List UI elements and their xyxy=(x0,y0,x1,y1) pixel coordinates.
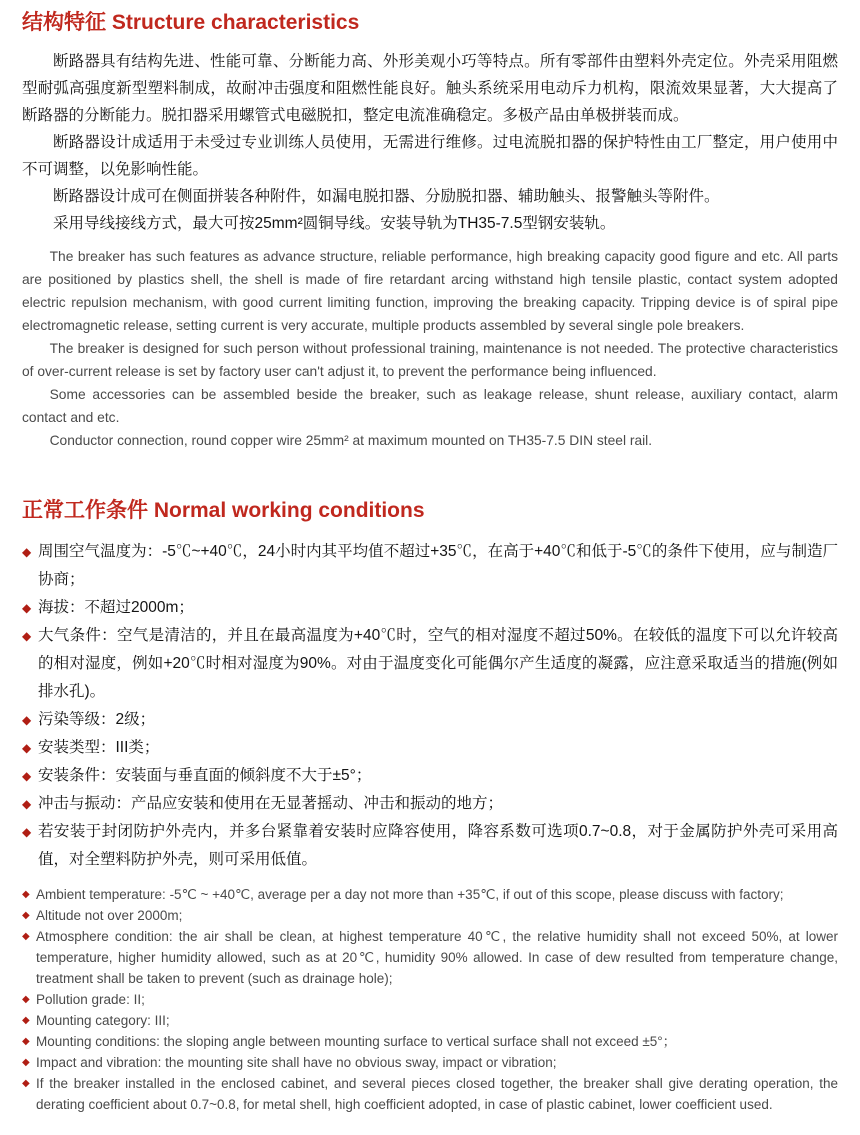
bullet-text: Altitude not over 2000m; xyxy=(36,908,183,923)
bullet-text: 污染等级：2级； xyxy=(38,711,156,728)
en-condition-bullet xyxy=(22,1073,838,1115)
cn-condition-bullet xyxy=(22,538,838,594)
diamond-bullet-icon: ◆ xyxy=(22,1015,30,1026)
cn-paragraph: 断路器设计成适用于未受过专业训练人员使用，无需进行维修。过电流脱扣器的保护特性由工厂整定，用户使用中不可调整，以免影响性能。 xyxy=(22,134,838,178)
bullet-text: 冲击与振动：产品应安装和使用在无显著摇动、冲击和振动的地方； xyxy=(38,795,504,812)
diamond-bullet-icon: ◆ xyxy=(22,1036,30,1047)
conditions-cn-bullet-list xyxy=(22,538,838,874)
diamond-bullet-icon: ◆ xyxy=(22,741,32,755)
diamond-bullet-icon: ◆ xyxy=(22,797,32,811)
en-paragraph: Some accessories can be assembled beside the breaker, such as leakage release, shunt release, auxiliary contact, alarm contact and etc. xyxy=(22,387,838,425)
diamond-bullet-icon: ◆ xyxy=(22,910,30,921)
bullet-text: 若安装于封闭防护外壳内，并多台紧靠着安装时应降容使用，降容系数可选项0.7~0.8，对于金属防护外壳可采用高值，对全塑料防护外壳，则可采用低值。 xyxy=(38,823,838,868)
en-condition-bullet xyxy=(22,926,838,989)
diamond-bullet-icon: ◆ xyxy=(22,889,30,900)
en-condition-bullet xyxy=(22,1052,838,1073)
cn-condition-bullet xyxy=(22,762,838,790)
bullet-text: 大气条件：空气是清洁的，并且在最高温度为+40℃时，空气的相对湿度不超过50%。在较低的温度下可以允许较高的相对湿度，例如+20℃时相对湿度为90%。对由于温度变化可能偶尔产生适度的凝露，应注意采取适当的措施(例如排水孔)。 xyxy=(38,627,838,700)
cn-condition-bullet xyxy=(22,706,838,734)
diamond-bullet-icon: ◆ xyxy=(22,601,32,615)
en-paragraph: Conductor connection, round copper wire 25mm² at maximum mounted on TH35-7.5 DIN steel rail. xyxy=(49,433,653,448)
bullet-text: 海拔：不超过2000m； xyxy=(38,599,194,616)
diamond-bullet-icon: ◆ xyxy=(22,994,30,1005)
cn-condition-bullet xyxy=(22,622,838,706)
bullet-text: Mounting conditions: the sloping angle between mounting surface to vertical surface shall not exceed ±5°； xyxy=(36,1034,677,1049)
conditions-en-bullet-list xyxy=(22,884,838,1115)
cn-paragraph: 断路器具有结构先进、性能可靠、分断能力高、外形美观小巧等特点。所有零部件由塑料外壳定位。外壳采用阻燃型耐弧高强度新型塑料制成，故耐冲击强度和阻燃性能良好。触头系统采用电动斥力机构，限流效果显著，大大提高了断路器的分断能力。脱扣器采用螺管式电磁脱扣，整定电流准确稳定。多极产品由单极拼装而成。 xyxy=(22,53,838,124)
diamond-bullet-icon: ◆ xyxy=(22,713,32,727)
normal-working-conditions-title: 正常工作条件 Normal working conditions xyxy=(22,499,425,522)
en-condition-bullet xyxy=(22,884,838,905)
bullet-text: 安装条件：安装面与垂直面的倾斜度不大于±5°； xyxy=(38,767,372,784)
structure-cn-paragraphs xyxy=(22,48,838,237)
en-condition-bullet xyxy=(22,1010,838,1031)
bullet-text: Impact and vibration: the mounting site shall have no obvious sway, impact or vibration; xyxy=(36,1055,557,1070)
structure-en-paragraphs xyxy=(22,245,838,452)
bullet-text: Pollution grade: II; xyxy=(36,992,145,1007)
normal-working-conditions-section xyxy=(22,498,838,1115)
diamond-bullet-icon: ◆ xyxy=(22,769,32,783)
structure-characteristics-section xyxy=(22,10,838,452)
bullet-text: 周围空气温度为：-5℃~+40℃，24小时内其平均值不超过+35℃，在高于+40℃和低于-5℃的条件下使用，应与制造厂协商； xyxy=(38,543,838,588)
bullet-text: If the breaker installed in the enclosed cabinet, and several pieces closed together, the breaker shall give derating operation, the derating coefficient about 0.7~0.8, for metal shell, high coefficient adopted, in case of plastic cabinet, lower coefficient used. xyxy=(36,1076,838,1112)
diamond-bullet-icon: ◆ xyxy=(22,931,30,942)
cn-condition-bullet xyxy=(22,818,838,874)
cn-condition-bullet xyxy=(22,790,838,818)
en-condition-bullet xyxy=(22,905,838,926)
cn-condition-bullet xyxy=(22,734,838,762)
cn-paragraph: 断路器设计成可在侧面拼装各种附件，如漏电脱扣器、分励脱扣器、辅助触头、报警触头等附件。 xyxy=(53,188,720,205)
bullet-text: Mounting category: III; xyxy=(36,1013,170,1028)
diamond-bullet-icon: ◆ xyxy=(22,629,32,643)
en-paragraph: The breaker is designed for such person without professional training, maintenance is not needed. The protective characteristics of over-current release is set by factory user can't adjust it, to prevent the performance being influenced. xyxy=(22,341,838,379)
diamond-bullet-icon: ◆ xyxy=(22,1078,30,1089)
en-paragraph: The breaker has such features as advance structure, reliable performance, high breaking capacity good figure and etc. All parts are positioned by plastics shell, the shell is made of fire retardant arcing withstand high tensile plastic, contact system adopted electric repulsion mechanism, with good current limiting function, improving the breaking capacity. Tripping device is of spiral pipe electromagnetic release, setting current is very accurate, multiple products assembled by several single pole breakers. xyxy=(22,249,838,333)
diamond-bullet-icon: ◆ xyxy=(22,825,32,839)
en-condition-bullet xyxy=(22,1031,838,1052)
bullet-text: Ambient temperature: -5℃ ~ +40℃, average per a day not more than +35℃, if out of this scope, please discuss with factory; xyxy=(36,887,784,902)
en-condition-bullet xyxy=(22,989,838,1010)
cn-paragraph: 采用导线接线方式，最大可按25mm²圆铜导线。安装导轨为TH35-7.5型钢安装轨。 xyxy=(53,215,616,232)
cn-condition-bullet xyxy=(22,594,838,622)
diamond-bullet-icon: ◆ xyxy=(22,1057,30,1068)
bullet-text: Atmosphere condition: the air shall be clean, at highest temperature 40℃, the relative humidity shall not exceed 50%, at lower temperature, higher humidity allowed, such as at 20℃, humidity 90% allowed. In case of dew resulted from temperature change, treatment shall be taken to prevent (such as drainage hole); xyxy=(36,929,838,986)
structure-characteristics-title: 结构特征 Structure characteristics xyxy=(22,11,360,34)
diamond-bullet-icon: ◆ xyxy=(22,545,32,559)
bullet-text: 安装类型：III类； xyxy=(38,739,160,756)
